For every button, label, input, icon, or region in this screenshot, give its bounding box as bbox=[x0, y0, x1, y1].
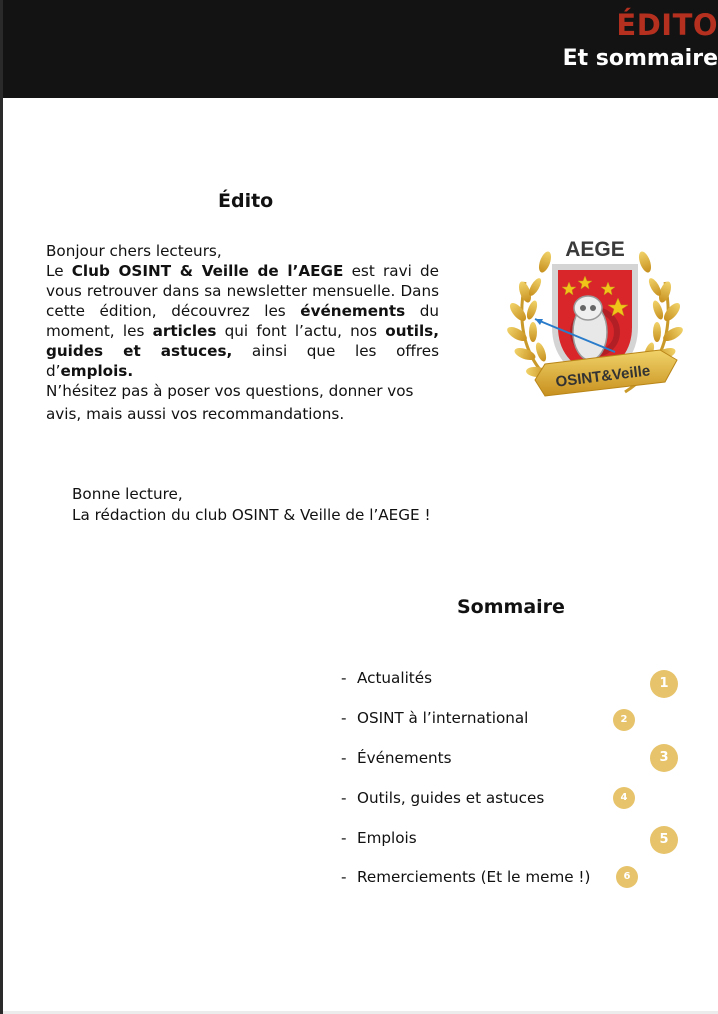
newsletter-page bbox=[3, 0, 718, 1011]
emphasized-text: événements bbox=[300, 302, 406, 320]
aege-osint-veille-logo bbox=[505, 232, 685, 407]
edito-greeting: Bonjour chers lecteurs, bbox=[46, 242, 222, 260]
header-title: ÉDITO bbox=[616, 8, 718, 42]
toc-label: OSINT à l’international bbox=[357, 709, 529, 727]
intro-text: est ravi de vous retrouver dans sa newsletter mensuelle. Dans cette édition, découvrez les bbox=[46, 262, 440, 320]
page-header bbox=[3, 0, 718, 98]
toc-label: Actualités bbox=[357, 669, 433, 687]
intro-text: du moment, les bbox=[46, 302, 439, 340]
owl-icon bbox=[573, 296, 607, 360]
page-number-badge[interactable]: 6 bbox=[616, 866, 638, 888]
intro-text: qui font l’actu, nos bbox=[216, 322, 386, 340]
toc-item-actualites[interactable] bbox=[341, 669, 432, 687]
toc-label: Emplois bbox=[357, 829, 417, 847]
intro-text: Le bbox=[46, 262, 72, 280]
page-number-badge[interactable]: 5 bbox=[650, 826, 678, 854]
page-number-badge[interactable]: 4 bbox=[613, 787, 635, 809]
sommaire-heading: Sommaire bbox=[457, 596, 565, 618]
page-number-badge[interactable]: 3 bbox=[650, 744, 678, 772]
edito-signoff bbox=[72, 484, 431, 526]
logo-top-text: AEGE bbox=[565, 238, 625, 261]
toc-item-remerciements[interactable] bbox=[341, 868, 590, 886]
bullet-dash: - bbox=[341, 749, 347, 767]
page-number-badge[interactable]: 2 bbox=[613, 709, 635, 731]
emphasized-text: outils, guides et astuces, bbox=[46, 322, 439, 360]
bullet-dash: - bbox=[341, 709, 347, 727]
toc-item-emplois[interactable] bbox=[341, 829, 417, 847]
edito-heading: Édito bbox=[218, 190, 274, 212]
emphasized-text: emplois. bbox=[60, 362, 134, 380]
edito-paragraph bbox=[46, 241, 439, 381]
bullet-dash: - bbox=[341, 868, 347, 886]
emphasized-text: Club OSINT & Veille de l’AEGE bbox=[71, 262, 344, 280]
page-number-badge[interactable]: 1 bbox=[650, 670, 678, 698]
signoff-line-2: La rédaction du club OSINT & Veille de l’AEGE ! bbox=[72, 506, 431, 524]
toc-item-evenements[interactable] bbox=[341, 749, 452, 767]
header-subtitle: Et sommaire bbox=[562, 46, 718, 71]
bullet-dash: - bbox=[341, 829, 347, 847]
signoff-line-1: Bonne lecture, bbox=[72, 485, 183, 503]
bullet-dash: - bbox=[341, 669, 347, 687]
intro-text: ainsi que les offres d’ bbox=[46, 342, 439, 380]
bullet-dash: - bbox=[341, 789, 347, 807]
logo-banner-text: OSINT&Veille bbox=[554, 362, 652, 391]
toc-label: Remerciements (Et le meme !) bbox=[357, 868, 591, 886]
edito-intro bbox=[46, 262, 439, 380]
edito-invitation: N’hésitez pas à poser vos questions, donner vos avis, mais aussi vos recommandations. bbox=[46, 382, 414, 423]
toc-item-osint-international[interactable] bbox=[341, 709, 528, 727]
toc-label: Outils, guides et astuces bbox=[357, 789, 545, 807]
toc-label: Événements bbox=[357, 749, 452, 767]
emphasized-text: articles bbox=[152, 322, 217, 340]
toc-item-outils[interactable] bbox=[341, 789, 544, 807]
